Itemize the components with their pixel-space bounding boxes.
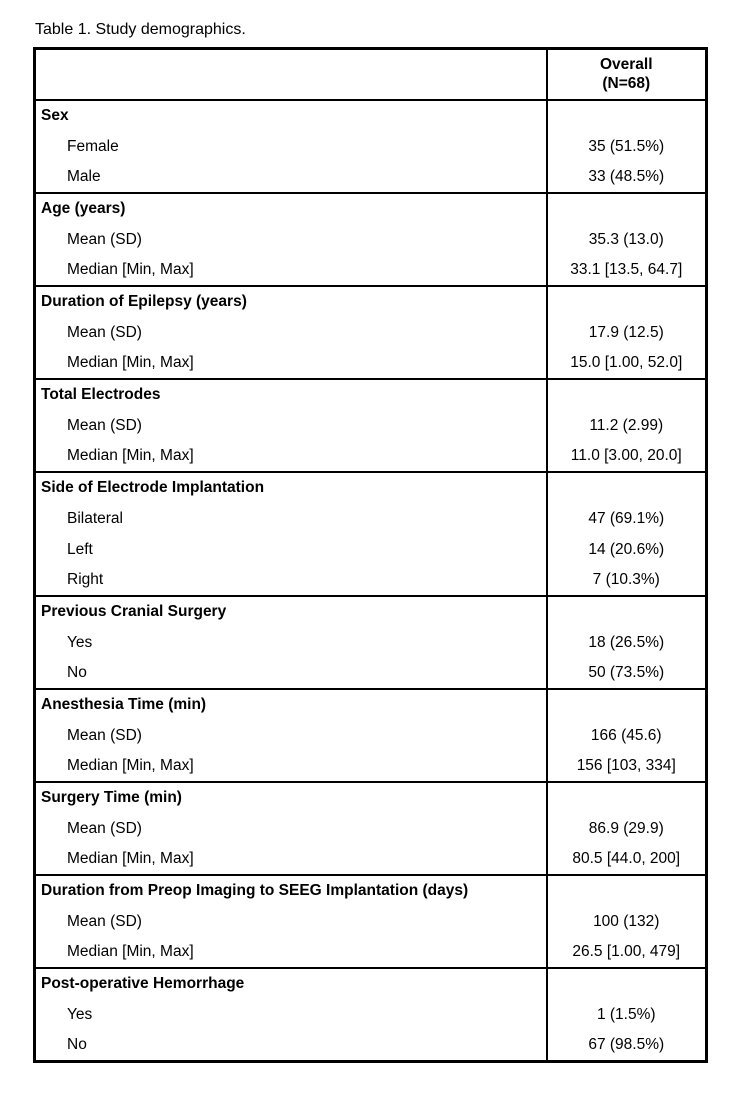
table-row — [35, 441, 707, 472]
table-row — [35, 751, 707, 782]
row-label: Right — [67, 571, 104, 588]
section-label: Surgery Time (min) — [41, 789, 182, 806]
row-value: 50 (73.5%) — [547, 658, 707, 689]
row-value: 67 (98.5%) — [547, 1030, 707, 1061]
row-value: 33 (48.5%) — [547, 162, 707, 193]
table-row — [35, 906, 707, 937]
section-label: Duration of Epilepsy (years) — [41, 293, 247, 310]
row-value: 7 (10.3%) — [547, 565, 707, 596]
row-value: 156 [103, 334] — [547, 751, 707, 782]
row-value: 100 (132) — [547, 906, 707, 937]
table-row — [35, 565, 707, 596]
row-value: 18 (26.5%) — [547, 627, 707, 658]
section-header-row — [35, 875, 707, 906]
table-row — [35, 813, 707, 844]
table-section — [35, 472, 707, 596]
row-label: Mean (SD) — [67, 819, 142, 837]
row-value: 80.5 [44.0, 200] — [547, 844, 707, 875]
row-label: No — [67, 664, 87, 681]
row-label: Yes — [67, 633, 93, 651]
row-value: 47 (69.1%) — [547, 503, 707, 534]
row-label: Median [Min, Max] — [67, 261, 194, 278]
row-value: 17.9 (12.5) — [547, 317, 707, 348]
table-row — [35, 255, 707, 286]
section-label: Age (years) — [41, 200, 126, 217]
section-label: Anesthesia Time (min) — [41, 696, 207, 713]
row-value: 35.3 (13.0) — [547, 224, 707, 255]
row-value: 26.5 [1.00, 479] — [547, 937, 707, 968]
table-row — [35, 658, 707, 689]
row-label: Yes — [67, 1005, 93, 1023]
table-row — [35, 503, 707, 534]
header-overall-cell — [547, 49, 707, 101]
row-value: 33.1 [13.5, 64.7] — [547, 255, 707, 286]
row-label: Mean (SD) — [67, 230, 142, 248]
table-section — [35, 286, 707, 379]
section-value-empty-cell — [547, 193, 707, 224]
section-value-empty-cell — [547, 782, 707, 813]
table-row — [35, 1030, 707, 1061]
row-value: 1 (1.5%) — [547, 999, 707, 1030]
row-label: Median [Min, Max] — [67, 757, 194, 774]
section-value-empty-cell — [547, 968, 707, 999]
row-label: Median [Min, Max] — [67, 354, 194, 371]
section-header-row — [35, 689, 707, 720]
table-row — [35, 627, 707, 658]
table-section — [35, 782, 707, 875]
section-header-row — [35, 968, 707, 999]
section-value-empty-cell — [547, 379, 707, 410]
row-label: Mean (SD) — [67, 323, 142, 341]
section-header-row — [35, 596, 707, 627]
table-section — [35, 875, 707, 968]
header-overall-label: Overall — [599, 56, 653, 73]
section-header-row — [35, 286, 707, 317]
section-label: Side of Electrode Implantation — [41, 479, 265, 496]
demographics-table — [33, 47, 708, 1063]
row-label: No — [67, 1035, 87, 1053]
row-value: 166 (45.6) — [547, 720, 707, 751]
table-row — [35, 162, 707, 193]
row-label: Median [Min, Max] — [67, 943, 194, 960]
table-row — [35, 224, 707, 255]
table-section — [35, 193, 707, 286]
table-row — [35, 720, 707, 751]
table-header — [35, 49, 707, 101]
section-label: Duration from Preop Imaging to SEEG Implantation (days) — [41, 882, 469, 899]
row-label: Bilateral — [67, 509, 123, 527]
row-label: Mean (SD) — [67, 912, 142, 930]
row-label: Mean (SD) — [67, 726, 142, 744]
row-label: Median [Min, Max] — [67, 850, 194, 867]
section-value-empty-cell — [547, 875, 707, 906]
section-value-empty-cell — [547, 596, 707, 627]
section-header-row — [35, 379, 707, 410]
header-empty-cell — [35, 49, 547, 101]
row-value: 35 (51.5%) — [547, 131, 707, 162]
table-section — [35, 100, 707, 193]
section-value-empty-cell — [547, 472, 707, 503]
section-value-empty-cell — [547, 689, 707, 720]
table-row — [35, 999, 707, 1030]
section-header-row — [35, 782, 707, 813]
row-value: 15.0 [1.00, 52.0] — [547, 348, 707, 379]
section-value-empty-cell — [547, 100, 707, 131]
header-overall-n: (N=68) — [602, 75, 651, 92]
section-header-row — [35, 193, 707, 224]
section-label: Sex — [41, 107, 69, 124]
table-section — [35, 596, 707, 689]
table-row — [35, 410, 707, 441]
row-label: Left — [67, 540, 93, 558]
section-header-row — [35, 100, 707, 131]
section-value-empty-cell — [547, 286, 707, 317]
row-label: Median [Min, Max] — [67, 447, 194, 464]
table-row — [35, 937, 707, 968]
table-row — [35, 131, 707, 162]
row-value: 11.2 (2.99) — [547, 410, 707, 441]
row-label: Male — [67, 168, 101, 185]
table-section — [35, 689, 707, 782]
row-value: 11.0 [3.00, 20.0] — [547, 441, 707, 472]
table-section — [35, 379, 707, 472]
table-row — [35, 844, 707, 875]
table-section — [35, 968, 707, 1061]
section-label: Post-operative Hemorrhage — [41, 975, 245, 992]
row-label: Mean (SD) — [67, 416, 142, 434]
table-title: Table 1. Study demographics. — [35, 21, 246, 38]
section-label: Previous Cranial Surgery — [41, 603, 227, 620]
row-label: Female — [67, 137, 119, 155]
row-value: 14 (20.6%) — [547, 534, 707, 565]
section-label: Total Electrodes — [41, 386, 161, 403]
table-row — [35, 348, 707, 379]
table-row — [35, 317, 707, 348]
row-value: 86.9 (29.9) — [547, 813, 707, 844]
header-row — [35, 49, 707, 101]
table-row — [35, 534, 707, 565]
section-header-row — [35, 472, 707, 503]
